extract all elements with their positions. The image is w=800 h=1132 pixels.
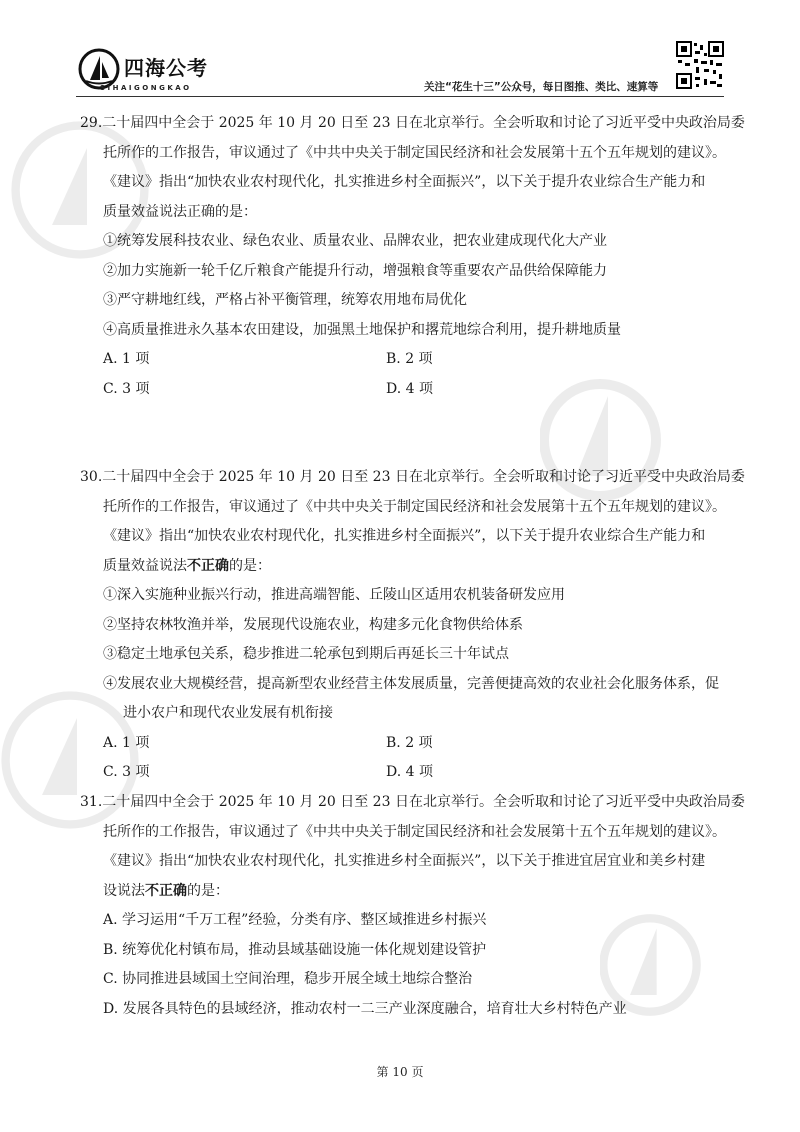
- statement-item: ③严守耕地红线，严格占补平衡管理，统筹农用地布局优化: [103, 292, 467, 308]
- question-stem-line: 质量效益说法正确的是：: [103, 203, 257, 220]
- option-d[interactable]: D. 发展各具特色的县域经济，推动农村一二三产业深度融合，培育壮大乡村特色产业: [103, 1000, 627, 1017]
- option-b[interactable]: B. 2 项: [386, 734, 433, 751]
- question-stem-line: [80, 788, 745, 818]
- question-stem-line: [80, 877, 730, 907]
- option-d[interactable]: D. 4 项: [386, 764, 433, 780]
- question-stem-line: 托所作的工作报告，审议通过了《中共中央关于制定国民经济和社会发展第十五个五年规划的建议》。: [103, 144, 726, 161]
- header-divider: [76, 96, 724, 97]
- question-number: 30.: [80, 469, 103, 485]
- statement-item: ①统筹发展科技农业、绿色农业、质量农业、品牌农业，把农业建成现代化大产业: [103, 233, 607, 249]
- question-stem-line: [80, 463, 745, 493]
- question-29: [80, 109, 745, 404]
- statement-item-continued: 进小农户和现代农业发展有机衔接: [123, 705, 333, 721]
- stem-text: 二十届四中全会于 2025 年 10 月 20 日至 23 日在北京举行。全会听取和讨论了习近平受中央政治局委: [102, 115, 745, 131]
- stem-text: 设说法: [103, 882, 145, 899]
- stem-text: 的是：: [229, 557, 271, 574]
- options-row: [80, 345, 730, 375]
- question-stem-line: 托所作的工作报告，审议通过了《中共中央关于制定国民经济和社会发展第十五个五年规划的建议》。: [103, 498, 726, 515]
- statement-item: ②加力实施新一轮千亿斤粮食产能提升行动，增强粮食等重要农产品供给保障能力: [103, 262, 607, 279]
- question-stem-line: 《建议》指出“加快农业农村现代化，扎实推进乡村全面振兴”，以下关于提升农业综合生产能力和: [103, 528, 706, 544]
- brand-name: 四海公考: [124, 56, 208, 80]
- option-b[interactable]: B. 2 项: [386, 351, 433, 367]
- brand-logo: [78, 48, 218, 96]
- options-row: [80, 375, 730, 405]
- stem-text: 质量效益说法: [103, 557, 187, 574]
- question-stem-line: [80, 109, 745, 139]
- question-number: 29.: [80, 115, 103, 131]
- options-row: [80, 729, 730, 759]
- option-d[interactable]: D. 4 项: [386, 380, 433, 397]
- page-number: 第 10 页: [376, 1065, 424, 1079]
- statement-item: ④发展农业大规模经营，提高新型农业经营主体发展质量，完善便捷高效的农业社会化服务体系，促: [103, 675, 719, 692]
- question-stem-line: [80, 552, 730, 582]
- question-stem-line: 《建议》指出“加快农业农村现代化，扎实推进乡村全面振兴”，以下关于推进宜居宜业和美乡村建: [103, 853, 706, 869]
- option-a[interactable]: A. 1 项: [103, 351, 150, 367]
- options-row: [80, 758, 730, 788]
- stem-text: 的是：: [187, 882, 229, 899]
- stem-emphasis: 不正确: [187, 557, 229, 574]
- qr-code-icon: [676, 41, 724, 89]
- statement-item: ①深入实施种业振兴行动，推进高端智能、丘陵山区适用农机装备研发应用: [103, 587, 565, 603]
- option-c[interactable]: C. 3 项: [103, 764, 150, 780]
- page-header: [0, 0, 800, 106]
- stem-text: 二十届四中全会于 2025 年 10 月 20 日至 23 日在北京举行。全会听取和讨论了习近平受中央政治局委: [102, 794, 745, 810]
- statement-item: ②坚持农林牧渔并举，发展现代设施农业，构建多元化食物供给体系: [103, 616, 523, 633]
- option-b[interactable]: B. 统筹优化村镇布局，推动县域基础设施一体化规划建设管护: [103, 941, 487, 958]
- question-30: [80, 463, 745, 788]
- question-stem-line: 《建议》指出“加快农业农村现代化，扎实推进乡村全面振兴”，以下关于提升农业综合生产能力和: [103, 174, 706, 190]
- question-stem-line: 托所作的工作报告，审议通过了《中共中央关于制定国民经济和社会发展第十五个五年规划的建议》。: [103, 823, 726, 840]
- header-note: 关注“花生十三”公众号，每日图推、类比、速算等: [424, 81, 659, 93]
- statement-item: ④高质量推进永久基本农田建设，加强黑土地保护和撂荒地综合利用，提升耕地质量: [103, 321, 621, 338]
- statement-item: ③稳定土地承包关系，稳步推进二轮承包到期后再延长三十年试点: [103, 646, 509, 662]
- question-31: [80, 788, 745, 1024]
- stem-text: 二十届四中全会于 2025 年 10 月 20 日至 23 日在北京举行。全会听取和讨论了习近平受中央政治局委: [102, 469, 745, 485]
- option-c[interactable]: C. 3 项: [103, 380, 150, 397]
- option-a[interactable]: A. 学习运用“千万工程”经验，分类有序、整区域推进乡村振兴: [103, 912, 487, 928]
- option-a[interactable]: A. 1 项: [103, 734, 150, 751]
- question-number: 31.: [80, 794, 103, 810]
- stem-emphasis: 不正确: [145, 882, 187, 899]
- option-c[interactable]: C. 协同推进县域国土空间治理，稳步开展全域土地综合整治: [103, 971, 473, 987]
- brand-subtitle: SIHAIGONGKAO: [100, 84, 192, 92]
